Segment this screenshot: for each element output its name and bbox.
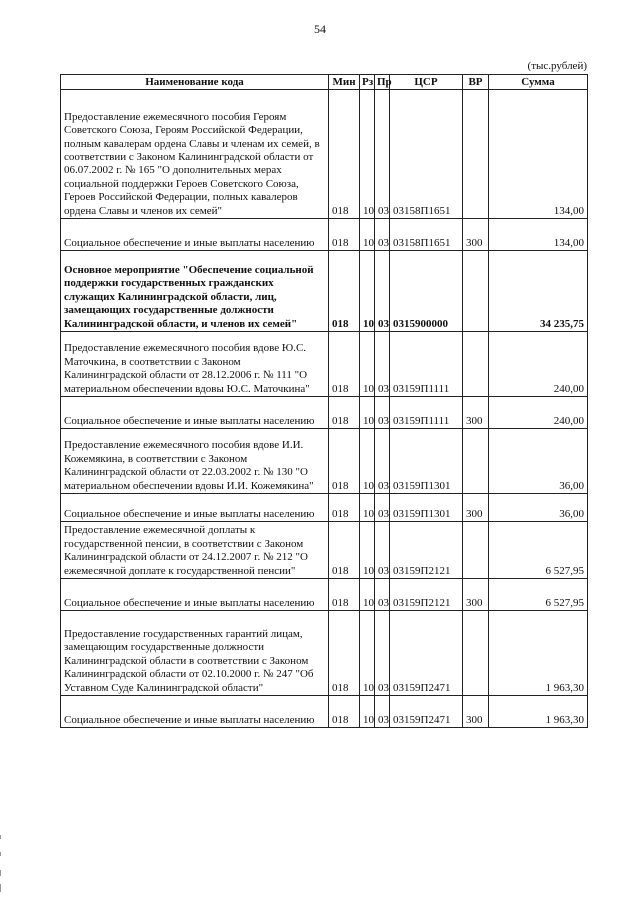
- row-min: 018: [329, 494, 360, 522]
- header-min: Мин: [329, 75, 360, 90]
- row-csr: 03158П1651: [390, 219, 463, 251]
- row-name: Социальное обеспечение и иные выплаты населению: [61, 696, 329, 728]
- table-row: [61, 397, 588, 429]
- row-name: Социальное обеспечение и иные выплаты населению: [61, 494, 329, 522]
- header-sum: Сумма: [489, 75, 588, 90]
- row-vr: 300: [463, 397, 489, 429]
- table-row: [61, 429, 588, 494]
- row-name: Социальное обеспечение и иные выплаты населению: [61, 579, 329, 611]
- row-vr: [463, 611, 489, 696]
- table-row: [61, 251, 588, 332]
- row-name: Социальное обеспечение и иные выплаты населению: [61, 219, 329, 251]
- row-sum: 36,00: [489, 429, 588, 494]
- header-vr: ВР: [463, 75, 489, 90]
- row-vr: [463, 522, 489, 579]
- row-vr: [463, 251, 489, 332]
- table-row: [61, 579, 588, 611]
- row-name: Предоставление ежемесячной доплаты к государственной пенсии, в соответствии с Законом Калининградской области от 24.12.2007 г. № 212 "О ежемесячной доплате к государственной пенсии": [61, 522, 329, 579]
- row-min: 018: [329, 219, 360, 251]
- row-pr: 03: [375, 579, 390, 611]
- row-rz: 10: [360, 397, 375, 429]
- row-pr: 03: [375, 522, 390, 579]
- header-rz: Рз: [360, 75, 375, 90]
- row-rz: 10: [360, 611, 375, 696]
- header-pr: Пр: [375, 75, 390, 90]
- row-sum: 240,00: [489, 332, 588, 397]
- table-row: [61, 696, 588, 728]
- row-rz: 10: [360, 579, 375, 611]
- row-sum: 1 963,30: [489, 611, 588, 696]
- row-pr: 03: [375, 397, 390, 429]
- row-name: Социальное обеспечение и иные выплаты населению: [61, 397, 329, 429]
- row-rz: 10: [360, 90, 375, 219]
- table-row: [61, 90, 588, 219]
- row-vr: 300: [463, 696, 489, 728]
- row-pr: 03: [375, 251, 390, 332]
- row-sum: 6 527,95: [489, 522, 588, 579]
- table-row: [61, 611, 588, 696]
- table-row: [61, 332, 588, 397]
- table-row: [61, 522, 588, 579]
- row-name: Предоставление ежемесячного пособия вдове Ю.С. Маточкина, в соответствии с Законом Калининградской области от 28.12.2006 г. № 111 "О материальном обеспечении вдовы Ю.С. Маточкина": [61, 332, 329, 397]
- row-min: 018: [329, 332, 360, 397]
- row-vr: 300: [463, 219, 489, 251]
- row-rz: 10: [360, 219, 375, 251]
- scan-mark: [0, 870, 1, 876]
- row-csr: 03159П2121: [390, 522, 463, 579]
- table-row: [61, 494, 588, 522]
- row-name: Предоставление ежемесячного пособия вдове И.И. Кожемякина, в соответствии с Законом Калининградской области от 22.03.2002 г. № 130 "О материальном обеспечении вдовы И.И. Кожемякина": [61, 429, 329, 494]
- row-name: Предоставление ежемесячного пособия Героям Советского Союза, Героям Российской Федерации, полным кавалерам ордена Славы и членам их семей, в соответствии с Законом Калининградской области от 06.07.2002 г. № 165 "О дополнительных мерах социальной поддержки Героев Советского Союза, Героев Российской Федерации, полных кавалеров ордена Славы и членов их семей": [61, 90, 329, 219]
- scan-mark: [0, 884, 1, 892]
- row-pr: 03: [375, 219, 390, 251]
- row-pr: 03: [375, 696, 390, 728]
- row-rz: 10: [360, 522, 375, 579]
- row-pr: 03: [375, 90, 390, 219]
- row-pr: 03: [375, 429, 390, 494]
- row-csr: 03159П2121: [390, 579, 463, 611]
- row-csr: 03159П2471: [390, 611, 463, 696]
- page-number: 54: [314, 22, 326, 36]
- row-csr: 03159П2471: [390, 696, 463, 728]
- row-pr: 03: [375, 494, 390, 522]
- row-csr: 03159П1301: [390, 429, 463, 494]
- row-min: 018: [329, 696, 360, 728]
- units-label: (тыс.рублей): [527, 60, 587, 72]
- header-csr: ЦСР: [390, 75, 463, 90]
- row-csr: 0315900000: [390, 251, 463, 332]
- row-rz: 10: [360, 494, 375, 522]
- row-vr: 300: [463, 494, 489, 522]
- row-sum: 1 963,30: [489, 696, 588, 728]
- row-min: 018: [329, 397, 360, 429]
- row-sum: 6 527,95: [489, 579, 588, 611]
- row-vr: [463, 90, 489, 219]
- row-vr: [463, 429, 489, 494]
- table-row: [61, 219, 588, 251]
- budget-table: [60, 74, 588, 728]
- row-csr: 03159П1301: [390, 494, 463, 522]
- row-name: Предоставление государственных гарантий лицам, замещающим государственные должности Калининградской области в соответствии с Законом Калининградской области от 02.10.2000 г. № 247 "Об Уставном Суде Калининградской области": [61, 611, 329, 696]
- row-rz: 10: [360, 251, 375, 332]
- row-vr: 300: [463, 579, 489, 611]
- row-min: 018: [329, 611, 360, 696]
- row-sum: 240,00: [489, 397, 588, 429]
- row-min: 018: [329, 522, 360, 579]
- row-csr: 03159П1111: [390, 332, 463, 397]
- row-sum: 134,00: [489, 90, 588, 219]
- scan-mark: [0, 835, 1, 839]
- row-sum: 134,00: [489, 219, 588, 251]
- row-min: 018: [329, 90, 360, 219]
- row-min: 018: [329, 429, 360, 494]
- row-min: 018: [329, 251, 360, 332]
- header-name: Наименование кода: [61, 75, 329, 90]
- row-csr: 03159П1111: [390, 397, 463, 429]
- row-rz: 10: [360, 429, 375, 494]
- row-rz: 10: [360, 696, 375, 728]
- row-pr: 03: [375, 611, 390, 696]
- row-csr: 03158П1651: [390, 90, 463, 219]
- row-sum: 34 235,75: [489, 251, 588, 332]
- row-name: Основное мероприятие "Обеспечение социальной поддержки государственных гражданских служащих Калининградской области, лиц, замещающих государственные должности Калининградской области, и членов их семей": [61, 251, 329, 332]
- row-min: 018: [329, 579, 360, 611]
- row-vr: [463, 332, 489, 397]
- scan-mark: [0, 852, 1, 856]
- row-sum: 36,00: [489, 494, 588, 522]
- row-pr: 03: [375, 332, 390, 397]
- row-rz: 10: [360, 332, 375, 397]
- table-header-row: [61, 75, 588, 90]
